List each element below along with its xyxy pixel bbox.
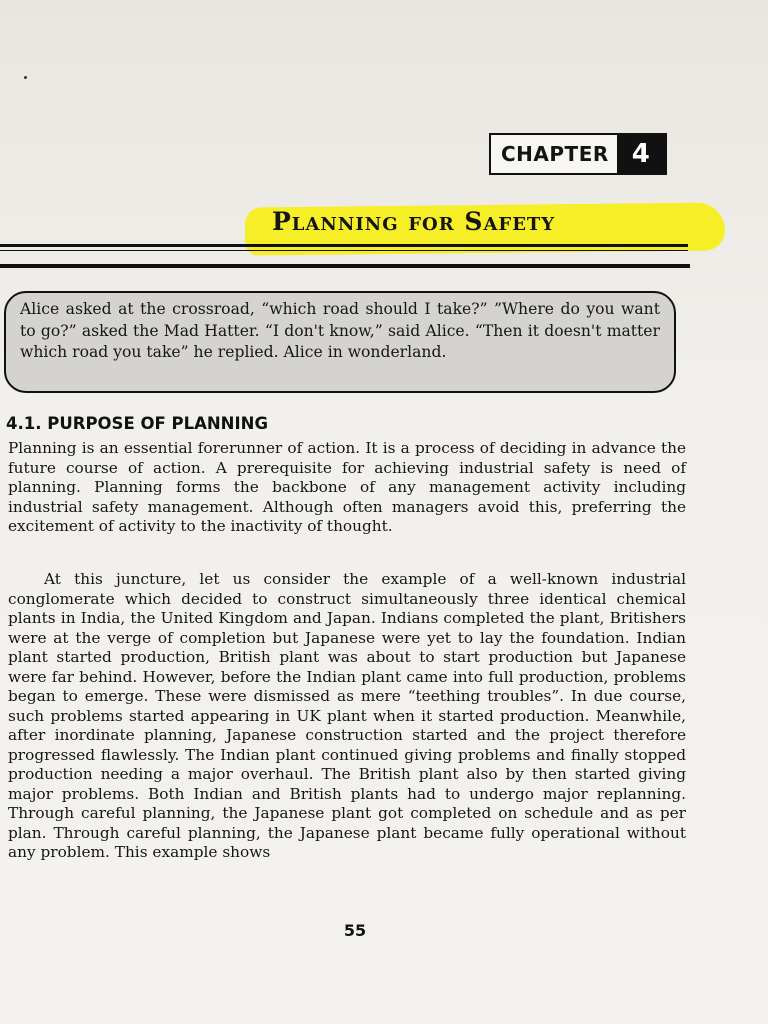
chapter-title: Planning for Safety <box>272 207 556 236</box>
section-heading: 4.1. PURPOSE OF PLANNING <box>6 414 268 433</box>
quote-text: Alice asked at the crossroad, “which road should I take?” ”Where do you want to go?” asked the Mad Hatter. “I don't know,” said Alice. “Then it doesn't matter which road you take” he replied. Alice in wonderland. <box>20 300 660 361</box>
chapter-number: 4 <box>617 135 665 173</box>
title-rule-top <box>0 244 688 247</box>
ink-speck <box>24 76 27 79</box>
quote-box <box>4 291 676 393</box>
paragraph-1: Planning is an essential forerunner of action. It is a process of deciding in advance the future course of action. A prerequisite for achieving industrial safety is need of planning. Planning forms the backbone of any management activity including industrial safety management. Although often managers avoid this, preferring the excitement of activity to the inactivity of thought. <box>8 439 686 535</box>
paragraph-2: At this juncture, let us consider the example of a well-known industrial conglomerate which decided to construct simultaneously three identical chemical plants in India, the United Kingdom and Japan. Indians completed the plant, Britishers were at the verge of completion but Japanese were yet to lay the foundation. Indian plant started production, British plant was about to start production but Japanese were far behind. However, before the Indian plant came into full production, problems began to emerge. These were dismissed as mere “teething troubles”. In due course, such problems started appearing in UK plant when it started production. Meanwhile, after inordinate planning, Japanese construction started and the project therefore progressed flawlessly. The Indian plant continued giving problems and finally stopped production needing a major overhaul. The British plant also by then started giving major problems. Both Indian and British plants had to undergo major replanning. Through careful planning, the Japanese plant got completed on schedule and as per plan. Through careful planning, the Japanese plant became fully operational without any problem. This example shows <box>8 570 686 861</box>
page-number: 55 <box>343 921 367 940</box>
chapter-label: CHAPTER <box>501 142 609 166</box>
title-rule-bottom <box>0 264 690 268</box>
title-rule-thin <box>0 250 688 251</box>
chapter-badge <box>489 133 667 175</box>
